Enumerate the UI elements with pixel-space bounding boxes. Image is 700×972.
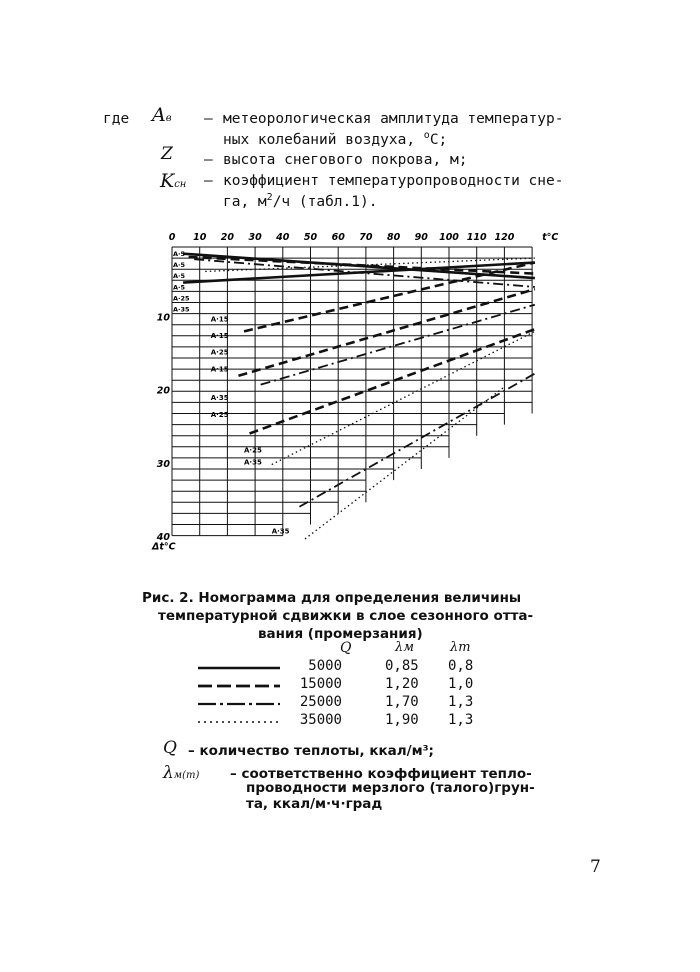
curve-label: A·25 bbox=[210, 410, 229, 419]
symbol-q: Q bbox=[163, 738, 177, 758]
symbol-z: Z bbox=[161, 144, 173, 164]
x-tick-label: 110 bbox=[466, 232, 487, 243]
legend-value-lt: 1,3 bbox=[448, 712, 474, 728]
squared-sup: 2 bbox=[266, 192, 273, 203]
curve-label: A·5 bbox=[173, 283, 186, 292]
definition-k-line2-rest: /ч (табл.1). bbox=[272, 193, 378, 210]
x-tick-label: 80 bbox=[386, 232, 401, 243]
where-word: где bbox=[103, 111, 130, 127]
legend-value-lm: 1,20 bbox=[385, 676, 419, 692]
symbol-lambda-m-t bbox=[163, 763, 199, 783]
symbol-k-sub: сн bbox=[174, 179, 187, 190]
legend-value-q: 25000 bbox=[299, 694, 342, 710]
definition-a-line2 bbox=[223, 127, 447, 149]
x-tick-label: 40 bbox=[276, 232, 290, 243]
definition-k-line2 bbox=[223, 189, 377, 211]
legend-header-q: Q bbox=[340, 640, 352, 656]
y-tick-label: 30 bbox=[156, 458, 170, 470]
definition-dash: – bbox=[204, 173, 213, 189]
legend-table bbox=[190, 640, 490, 740]
definition-dash: – bbox=[204, 152, 213, 168]
symbol-a-sub: в bbox=[165, 113, 172, 124]
curve-label: A·25 bbox=[210, 348, 229, 357]
curve-label: A·5 bbox=[173, 272, 186, 281]
nomogram-curve bbox=[299, 374, 534, 507]
curve-label: A·5 bbox=[173, 261, 186, 270]
legend-header-lambda-t: λт bbox=[450, 640, 471, 655]
x-tick-label: 50 bbox=[303, 232, 318, 243]
curve-label: A·15 bbox=[210, 315, 229, 324]
curve-label: A·25 bbox=[244, 446, 262, 455]
definition-k-line1: коэффициент температуропроводности сне- bbox=[223, 173, 564, 189]
curve-label: A·15 bbox=[210, 332, 229, 341]
definition-a-line1: метеорологическая амплитуда температур- bbox=[223, 111, 564, 127]
y-axis-label: Δt°C bbox=[152, 541, 176, 553]
curve-label: A·15 bbox=[210, 365, 229, 374]
x-tick-label: 10 bbox=[193, 232, 207, 243]
legend-line-samples bbox=[190, 658, 290, 738]
page-number: 7 bbox=[590, 857, 601, 877]
x-tick-label: 0 bbox=[168, 232, 176, 243]
nomogram-curve bbox=[305, 387, 504, 539]
x-tick-label: 20 bbox=[220, 232, 235, 243]
legend-value-lm: 0,85 bbox=[385, 658, 419, 674]
figure-caption-line3: вания (промерзания) bbox=[258, 626, 423, 642]
legend-value-q: 5000 bbox=[308, 658, 342, 674]
nomogram-curve bbox=[272, 331, 535, 464]
curve-label: A·35 bbox=[271, 527, 290, 536]
definition-a-line2-text: ных колебаний воздуха, bbox=[223, 131, 424, 148]
curve-label: A·5 bbox=[173, 250, 186, 258]
legend-value-lt: 1,3 bbox=[448, 694, 474, 710]
y-tick-label: 10 bbox=[156, 312, 170, 324]
legend-header-lambda-m: λм bbox=[395, 640, 415, 655]
nomogram-curve bbox=[244, 263, 535, 332]
legend-value-lt: 0,8 bbox=[448, 658, 474, 674]
nomogram-curve bbox=[250, 329, 535, 433]
legend-value-lm: 1,70 bbox=[385, 694, 419, 710]
note-lambda-line1: – соответственно коэффициент тепло- bbox=[230, 766, 532, 782]
symbol-k: K bbox=[160, 170, 175, 192]
definition-z-line1: высота снегового покрова, м; bbox=[223, 152, 468, 168]
definition-a-unit: С; bbox=[429, 131, 448, 148]
y-tick-label: 40 bbox=[156, 532, 170, 544]
legend-value-q: 35000 bbox=[299, 712, 342, 728]
x-tick-label: 120 bbox=[494, 232, 515, 243]
x-tick-label: 30 bbox=[248, 232, 262, 243]
symbol-lambda: λ bbox=[163, 763, 174, 783]
legend-value-lt: 1,0 bbox=[448, 676, 474, 692]
symbol-a: A bbox=[152, 104, 166, 126]
note-q-text: – количество теплоты, ккал/м³; bbox=[188, 743, 434, 759]
x-tick-label: 90 bbox=[414, 232, 428, 243]
legend-value-lm: 1,90 bbox=[385, 712, 419, 728]
y-tick-label: 20 bbox=[156, 385, 170, 397]
x-axis-label: t°C bbox=[542, 232, 559, 243]
x-tick-label: 100 bbox=[439, 232, 459, 243]
symbol-k-sn bbox=[160, 170, 186, 192]
symbol-a-v bbox=[152, 104, 172, 126]
curve-label: A·35 bbox=[244, 458, 262, 467]
curve-label: A·25 bbox=[173, 294, 190, 303]
symbol-lambda-sub: м(т) bbox=[173, 770, 200, 781]
definition-k-line2-text: га, м bbox=[223, 193, 267, 210]
figure-caption-line2: температурной сдвижки в слое сезонного отта- bbox=[158, 608, 534, 624]
note-lambda-line2: проводности мерзлого (талого)грун- bbox=[246, 780, 535, 796]
definition-dash: – bbox=[204, 111, 213, 127]
x-tick-label: 60 bbox=[331, 232, 345, 243]
curve-label: A·35 bbox=[173, 305, 190, 314]
degree-sup: о bbox=[423, 130, 430, 141]
legend-value-q: 15000 bbox=[299, 676, 342, 692]
note-lambda-line3: та, ккал/м·ч·град bbox=[246, 796, 383, 812]
curve-label: A·35 bbox=[210, 394, 229, 403]
x-tick-label: 70 bbox=[359, 232, 373, 243]
nomogram-chart bbox=[150, 225, 570, 555]
figure-caption-line1: Рис. 2. Номограмма для определения величины bbox=[142, 590, 522, 606]
